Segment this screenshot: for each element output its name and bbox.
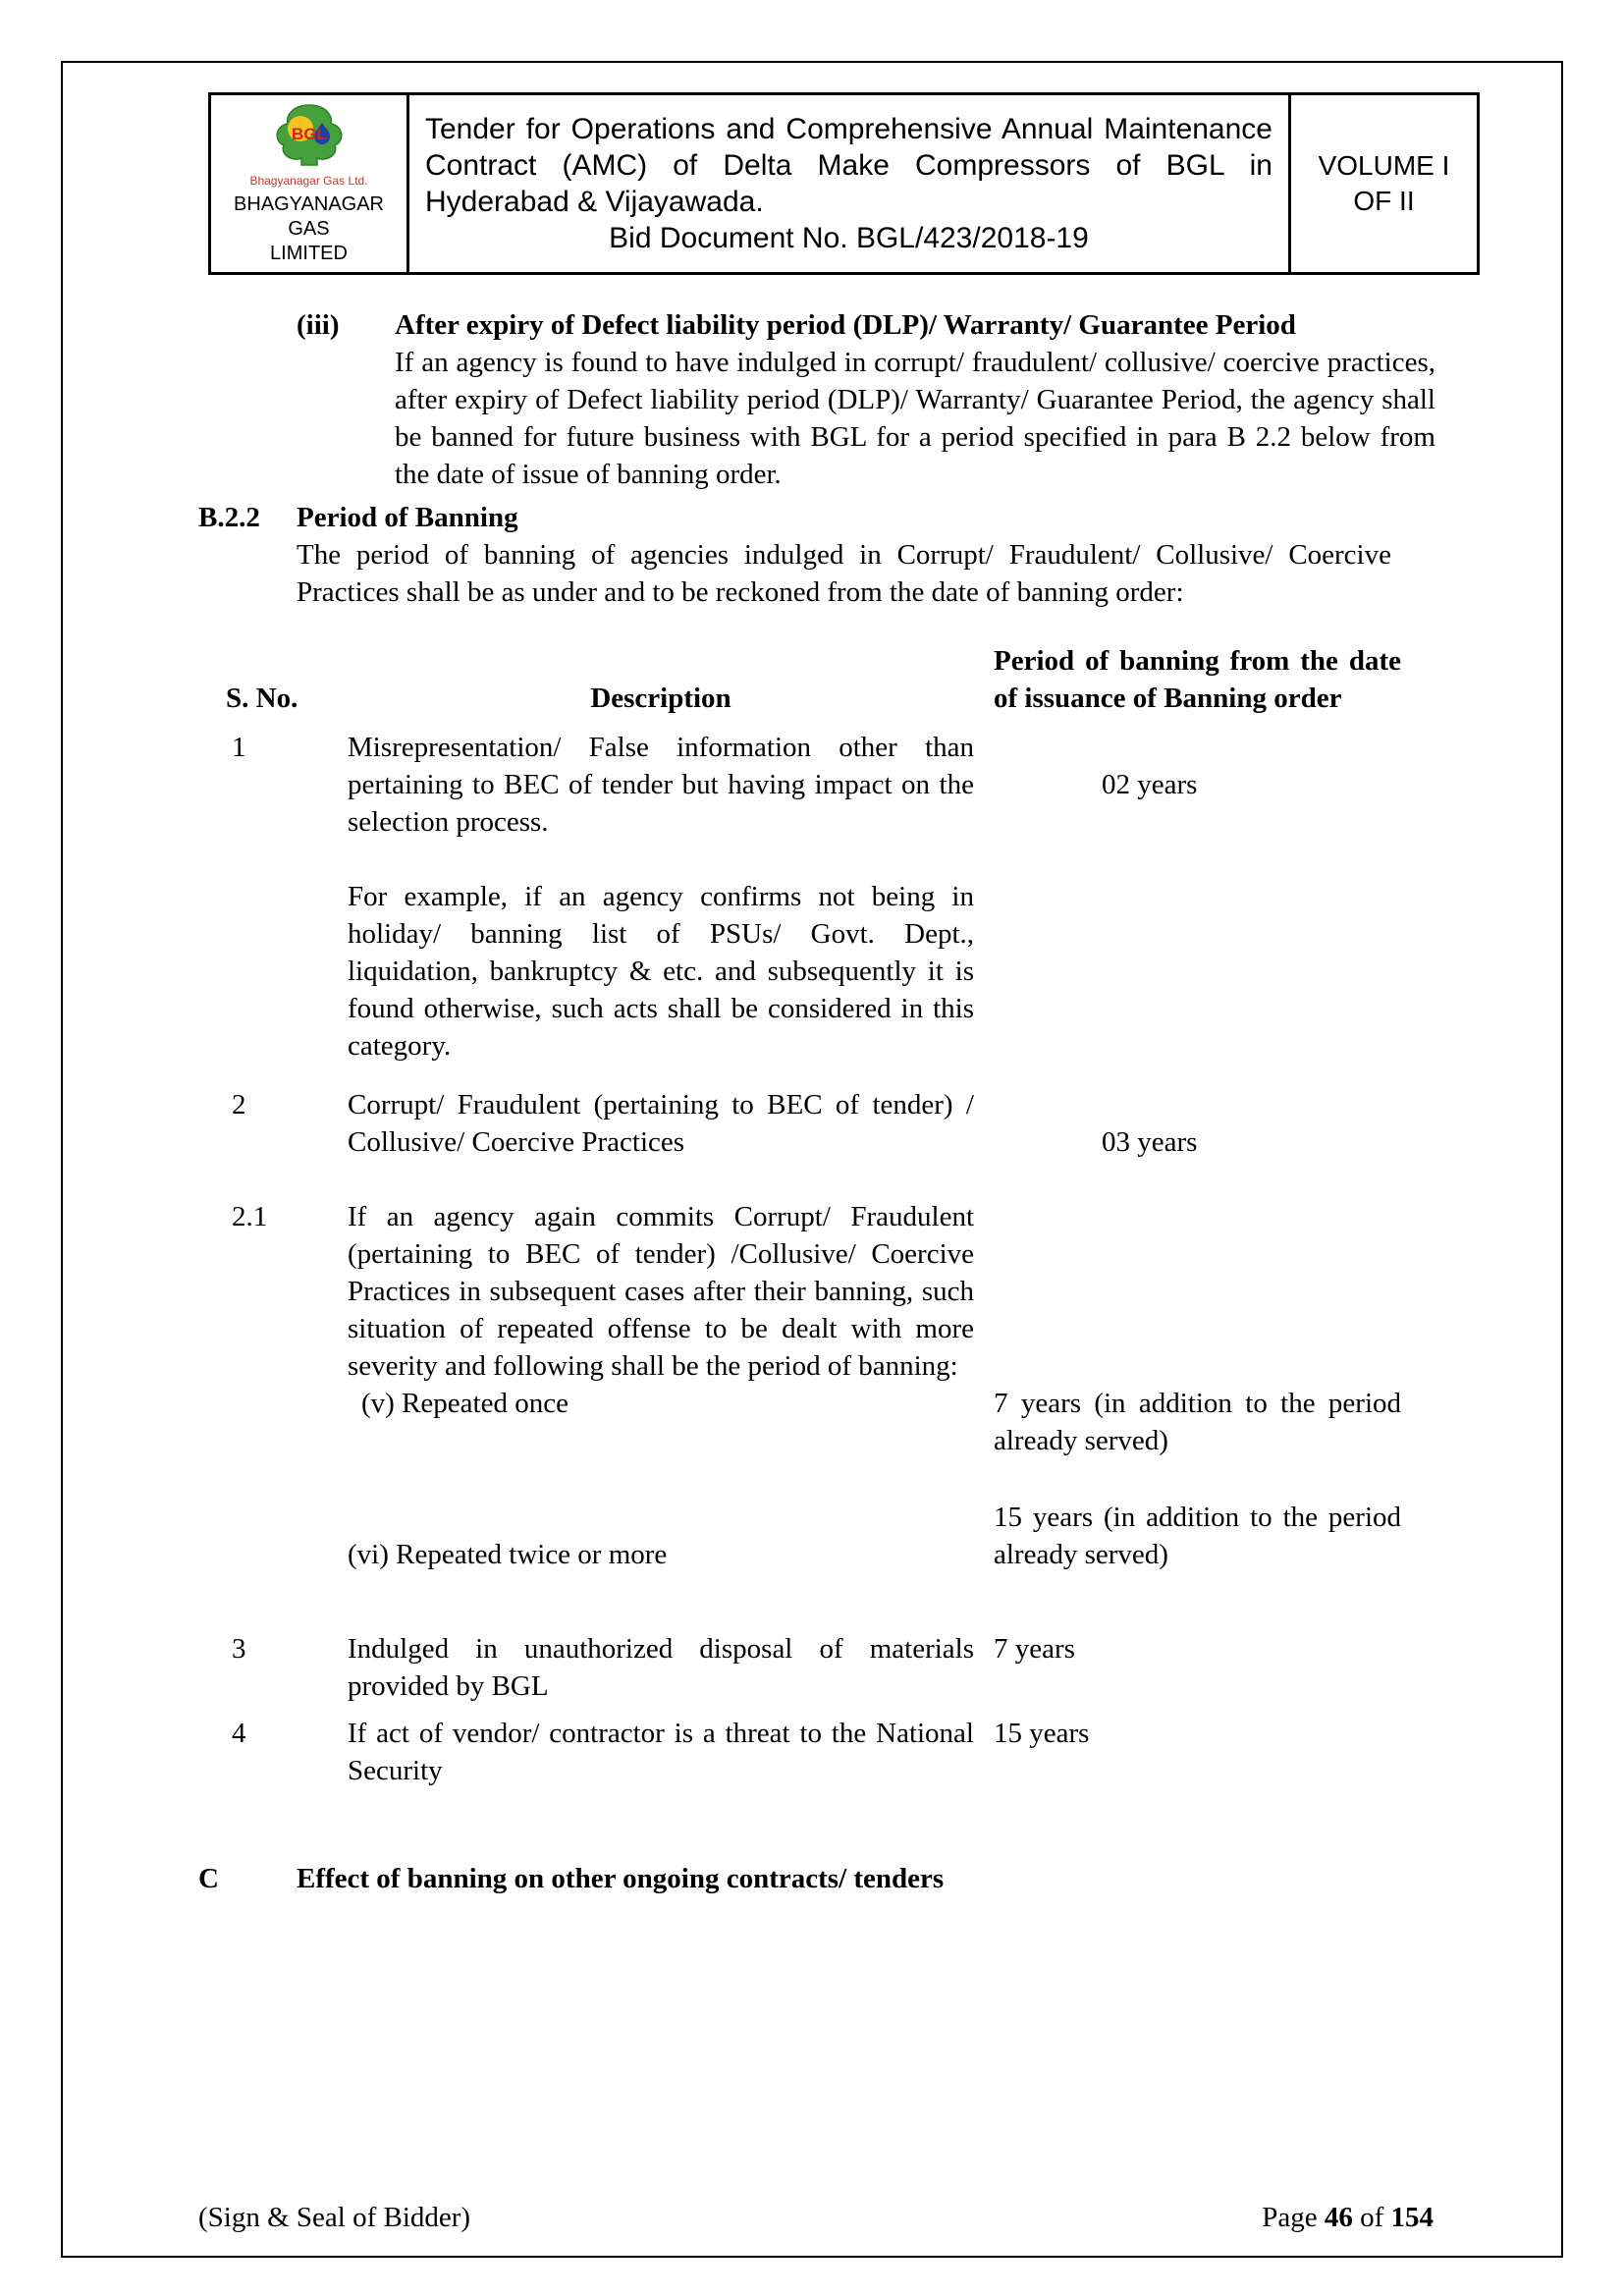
sub-item-period: 7 years (in addition to the period already served) — [994, 1388, 1401, 1456]
sub-row-repeated-once — [348, 1385, 1401, 1459]
bgl-logo-icon — [262, 103, 356, 174]
row-period: 15 years — [994, 1718, 1090, 1749]
row-desc-intro: If an agency again commits Corrupt/ Fraudulent (pertaining to BEC of tender) /Collusive/ Coercive Practices in subsequent cases after their banning, such situation of repeated offense to be dealt with more severity and following shall be the period of banning: — [348, 1201, 974, 1382]
row-description — [348, 1198, 1401, 1573]
sign-seal-note: (Sign & Seal of Bidder) — [198, 2202, 471, 2233]
row-sno: 4 — [232, 1718, 246, 1749]
logo-acronym: BGL — [291, 125, 327, 143]
page-border — [61, 61, 1563, 2258]
row-desc-para2: For example, if an agency confirms not being in holiday/ banning list of PSUs/ Govt. Dept., liquidation, bankruptcy & etc. and subsequently it is found otherwise, such acts shall be considered in this category. — [348, 881, 974, 1062]
row-description: If act of vendor/ contractor is a threat to the National Security — [348, 1718, 974, 1786]
volume-cell — [1290, 94, 1479, 274]
table-row — [198, 1198, 1434, 1573]
row-sno: 2 — [232, 1089, 246, 1121]
sub-item-label: (vi) Repeated twice or more — [348, 1539, 668, 1570]
table-header-row — [198, 642, 1434, 717]
sub-item-label: (v) Repeated once — [361, 1388, 568, 1419]
row-period: 7 years — [994, 1633, 1075, 1665]
company-name-line1: BHAGYANAGAR GAS — [234, 193, 384, 240]
row-description: Indulged in unauthorized disposal of materials provided by BGL — [348, 1633, 974, 1702]
section-c-marker: C — [198, 1863, 219, 1894]
volume-line1: VOLUME I — [1318, 150, 1450, 181]
page-footer — [198, 2202, 1434, 2234]
section-iii-title: After expiry of Defect liability period (DLP)/ Warranty/ Guarantee Period — [395, 309, 1296, 341]
table-row — [198, 729, 1434, 1065]
logo-subtext: Bhagyanagar Gas Ltd. — [249, 174, 368, 188]
page-total: 154 — [1390, 2202, 1434, 2233]
sub-row-repeated-twice — [348, 1499, 1401, 1573]
page-current: 46 — [1324, 2202, 1353, 2233]
logo-cell — [210, 94, 408, 274]
section-b22-title: Period of Banning — [297, 502, 518, 533]
row-period: 03 years — [1102, 1126, 1198, 1158]
page-word: Page — [1262, 2202, 1325, 2233]
section-b22-heading — [198, 499, 1434, 536]
row-sno: 1 — [232, 732, 246, 763]
row-desc-para1: Misrepresentation/ False information other than pertaining to BEC of tender but having impact on the selection process. — [348, 732, 974, 838]
banning-period-table — [198, 642, 1434, 1789]
section-b22-body: The period of banning of agencies indulged in Corrupt/ Fraudulent/ Collusive/ Coercive Practices shall be as under and to be reckoned from the date of banning order: — [297, 539, 1391, 608]
table-row — [198, 1086, 1434, 1161]
table-header-period: Period of banning from the date of issuance of Banning order — [994, 645, 1401, 714]
sub-item-period: 15 years (in addition to the period already served) — [994, 1502, 1401, 1570]
company-name — [215, 192, 403, 266]
company-name-line2: LIMITED — [270, 243, 348, 264]
bid-document-number: Bid Document No. BGL/423/2018-19 — [609, 222, 1089, 254]
row-description — [348, 729, 974, 1065]
section-iii-heading — [297, 306, 1434, 344]
document-title: Tender for Operations and Comprehensive Annual Maintenance Contract (AMC) of Delta Make Compressors of BGL in Hyderabad & Vijayawada. — [425, 113, 1272, 218]
section-b22-marker: B.2.2 — [198, 502, 260, 533]
row-description: Corrupt/ Fraudulent (pertaining to BEC of tender) / Collusive/ Coercive Practices — [348, 1089, 974, 1158]
section-c-title: Effect of banning on other ongoing contracts/ tenders — [297, 1863, 945, 1894]
of-word: of — [1352, 2202, 1391, 2233]
section-c-heading — [198, 1860, 1434, 1897]
table-header-sno: S. No. — [226, 683, 298, 714]
row-period: 02 years — [1102, 769, 1198, 800]
table-header-description: Description — [590, 683, 731, 714]
section-iii-body: If an agency is found to have indulged in corrupt/ fraudulent/ collusive/ coercive practices, after expiry of Defect liability period (DLP)/ Warranty/ Guarantee Period, the agency shall be banned for future business with BGL for a period specified in para B 2.2 below from the date of issue of banning order. — [395, 347, 1435, 490]
page-number — [1262, 2202, 1434, 2234]
row-sno: 3 — [232, 1633, 246, 1665]
table-row — [198, 1715, 1434, 1789]
table-row — [198, 1630, 1434, 1705]
volume-line2: OF II — [1353, 186, 1415, 216]
page-content — [63, 275, 1561, 1897]
title-cell — [408, 94, 1290, 274]
document-header-table — [208, 92, 1480, 275]
row-sno: 2.1 — [232, 1201, 268, 1232]
section-iii-marker: (iii) — [297, 309, 340, 341]
